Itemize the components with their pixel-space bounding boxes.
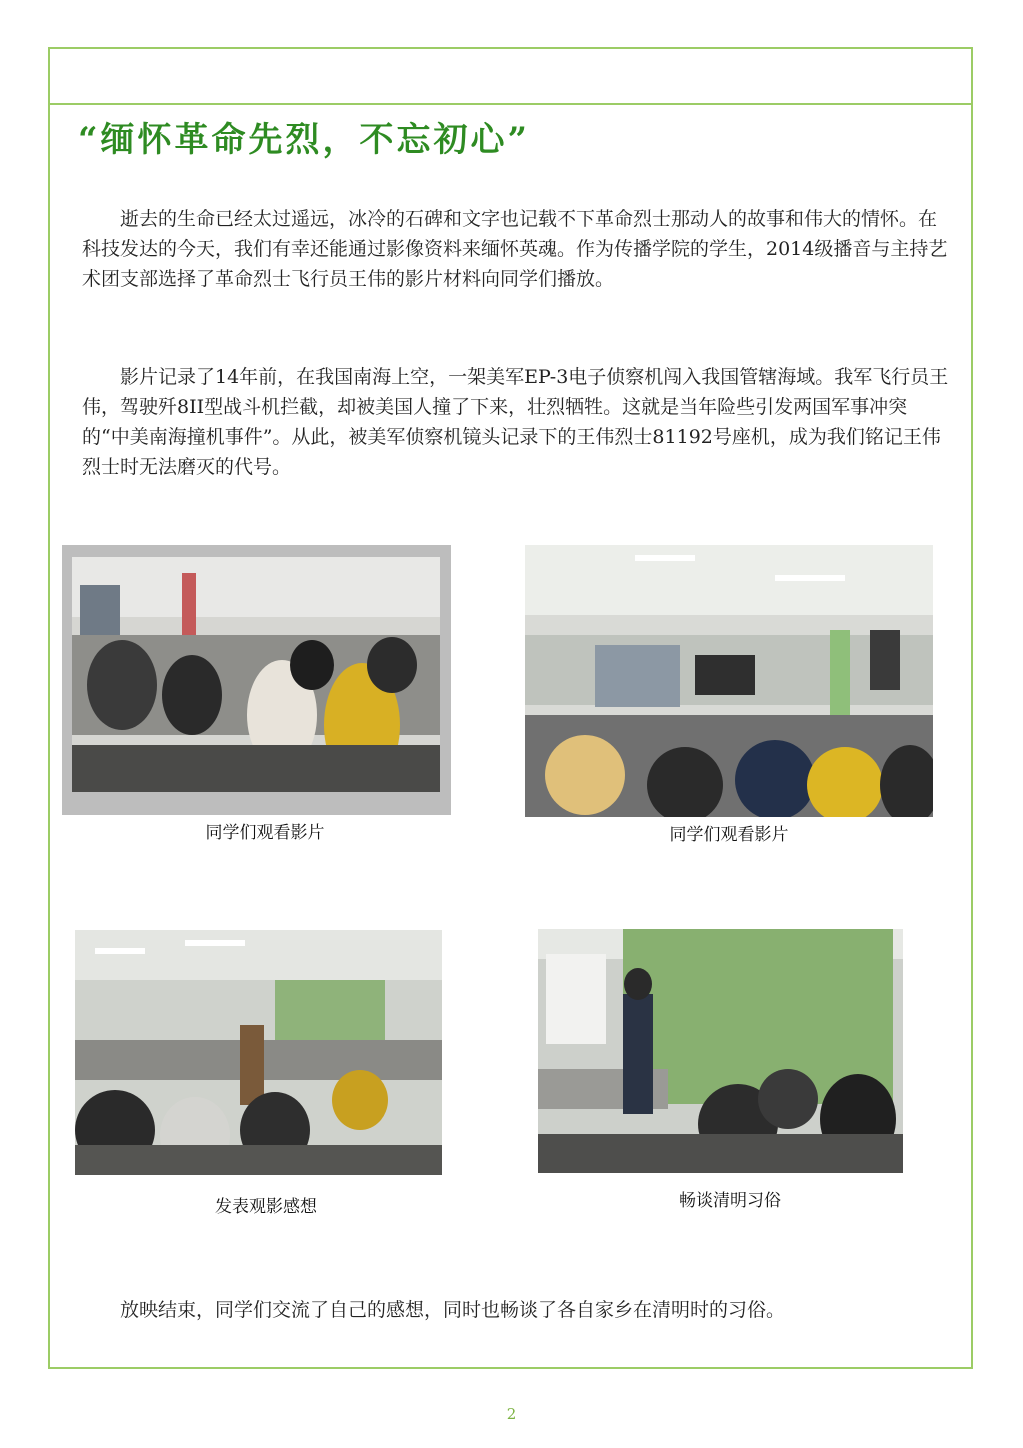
paragraph-film-text: 影片记录了14年前，在我国南海上空，一架美军EP-3电子侦察机闯入我国管辖海域。我军飞行员王伟，驾驶歼8II型战斗机拦截，却被美国人撞了下来，壮烈牺牲。这就是当年险些引发两国军事冲突的“中美南海撞机事件”。从此，被美军侦察机镜头记录下的王伟烈士81192号座机，成为我们铭记王伟烈士时无法磨灭的代号。 (82, 366, 949, 478)
article-title: “缅怀革命先烈，不忘初心” (78, 120, 531, 160)
page-number: 2 (506, 1405, 517, 1423)
photo-students-watching-1 (62, 545, 451, 815)
photo-sharing-thoughts (75, 930, 442, 1175)
paragraph-film (82, 362, 952, 482)
caption-photo-2: 同学们观看影片 (669, 825, 789, 845)
paragraph-intro (82, 204, 952, 294)
paragraph-closing-text: 放映结束，同学们交流了自己的感想，同时也畅谈了各自家乡在清明时的习俗。 (120, 1299, 786, 1321)
caption-photo-4: 畅谈清明习俗 (679, 1191, 781, 1211)
photo-talking-customs (538, 929, 903, 1173)
paragraph-closing (82, 1295, 952, 1325)
caption-photo-3: 发表观影感想 (215, 1197, 317, 1217)
photo-students-watching-2 (525, 545, 933, 817)
header-rule (48, 103, 973, 105)
paragraph-intro-text: 逝去的生命已经太过遥远，冰冷的石碑和文字也记载不下革命烈士那动人的故事和伟大的情怀。在科技发达的今天，我们有幸还能通过影像资料来缅怀英魂。作为传播学院的学生，2014级播音与主持艺术团支部选择了革命烈士飞行员王伟的影片材料向同学们播放。 (82, 208, 948, 290)
caption-photo-1: 同学们观看影片 (205, 823, 325, 843)
